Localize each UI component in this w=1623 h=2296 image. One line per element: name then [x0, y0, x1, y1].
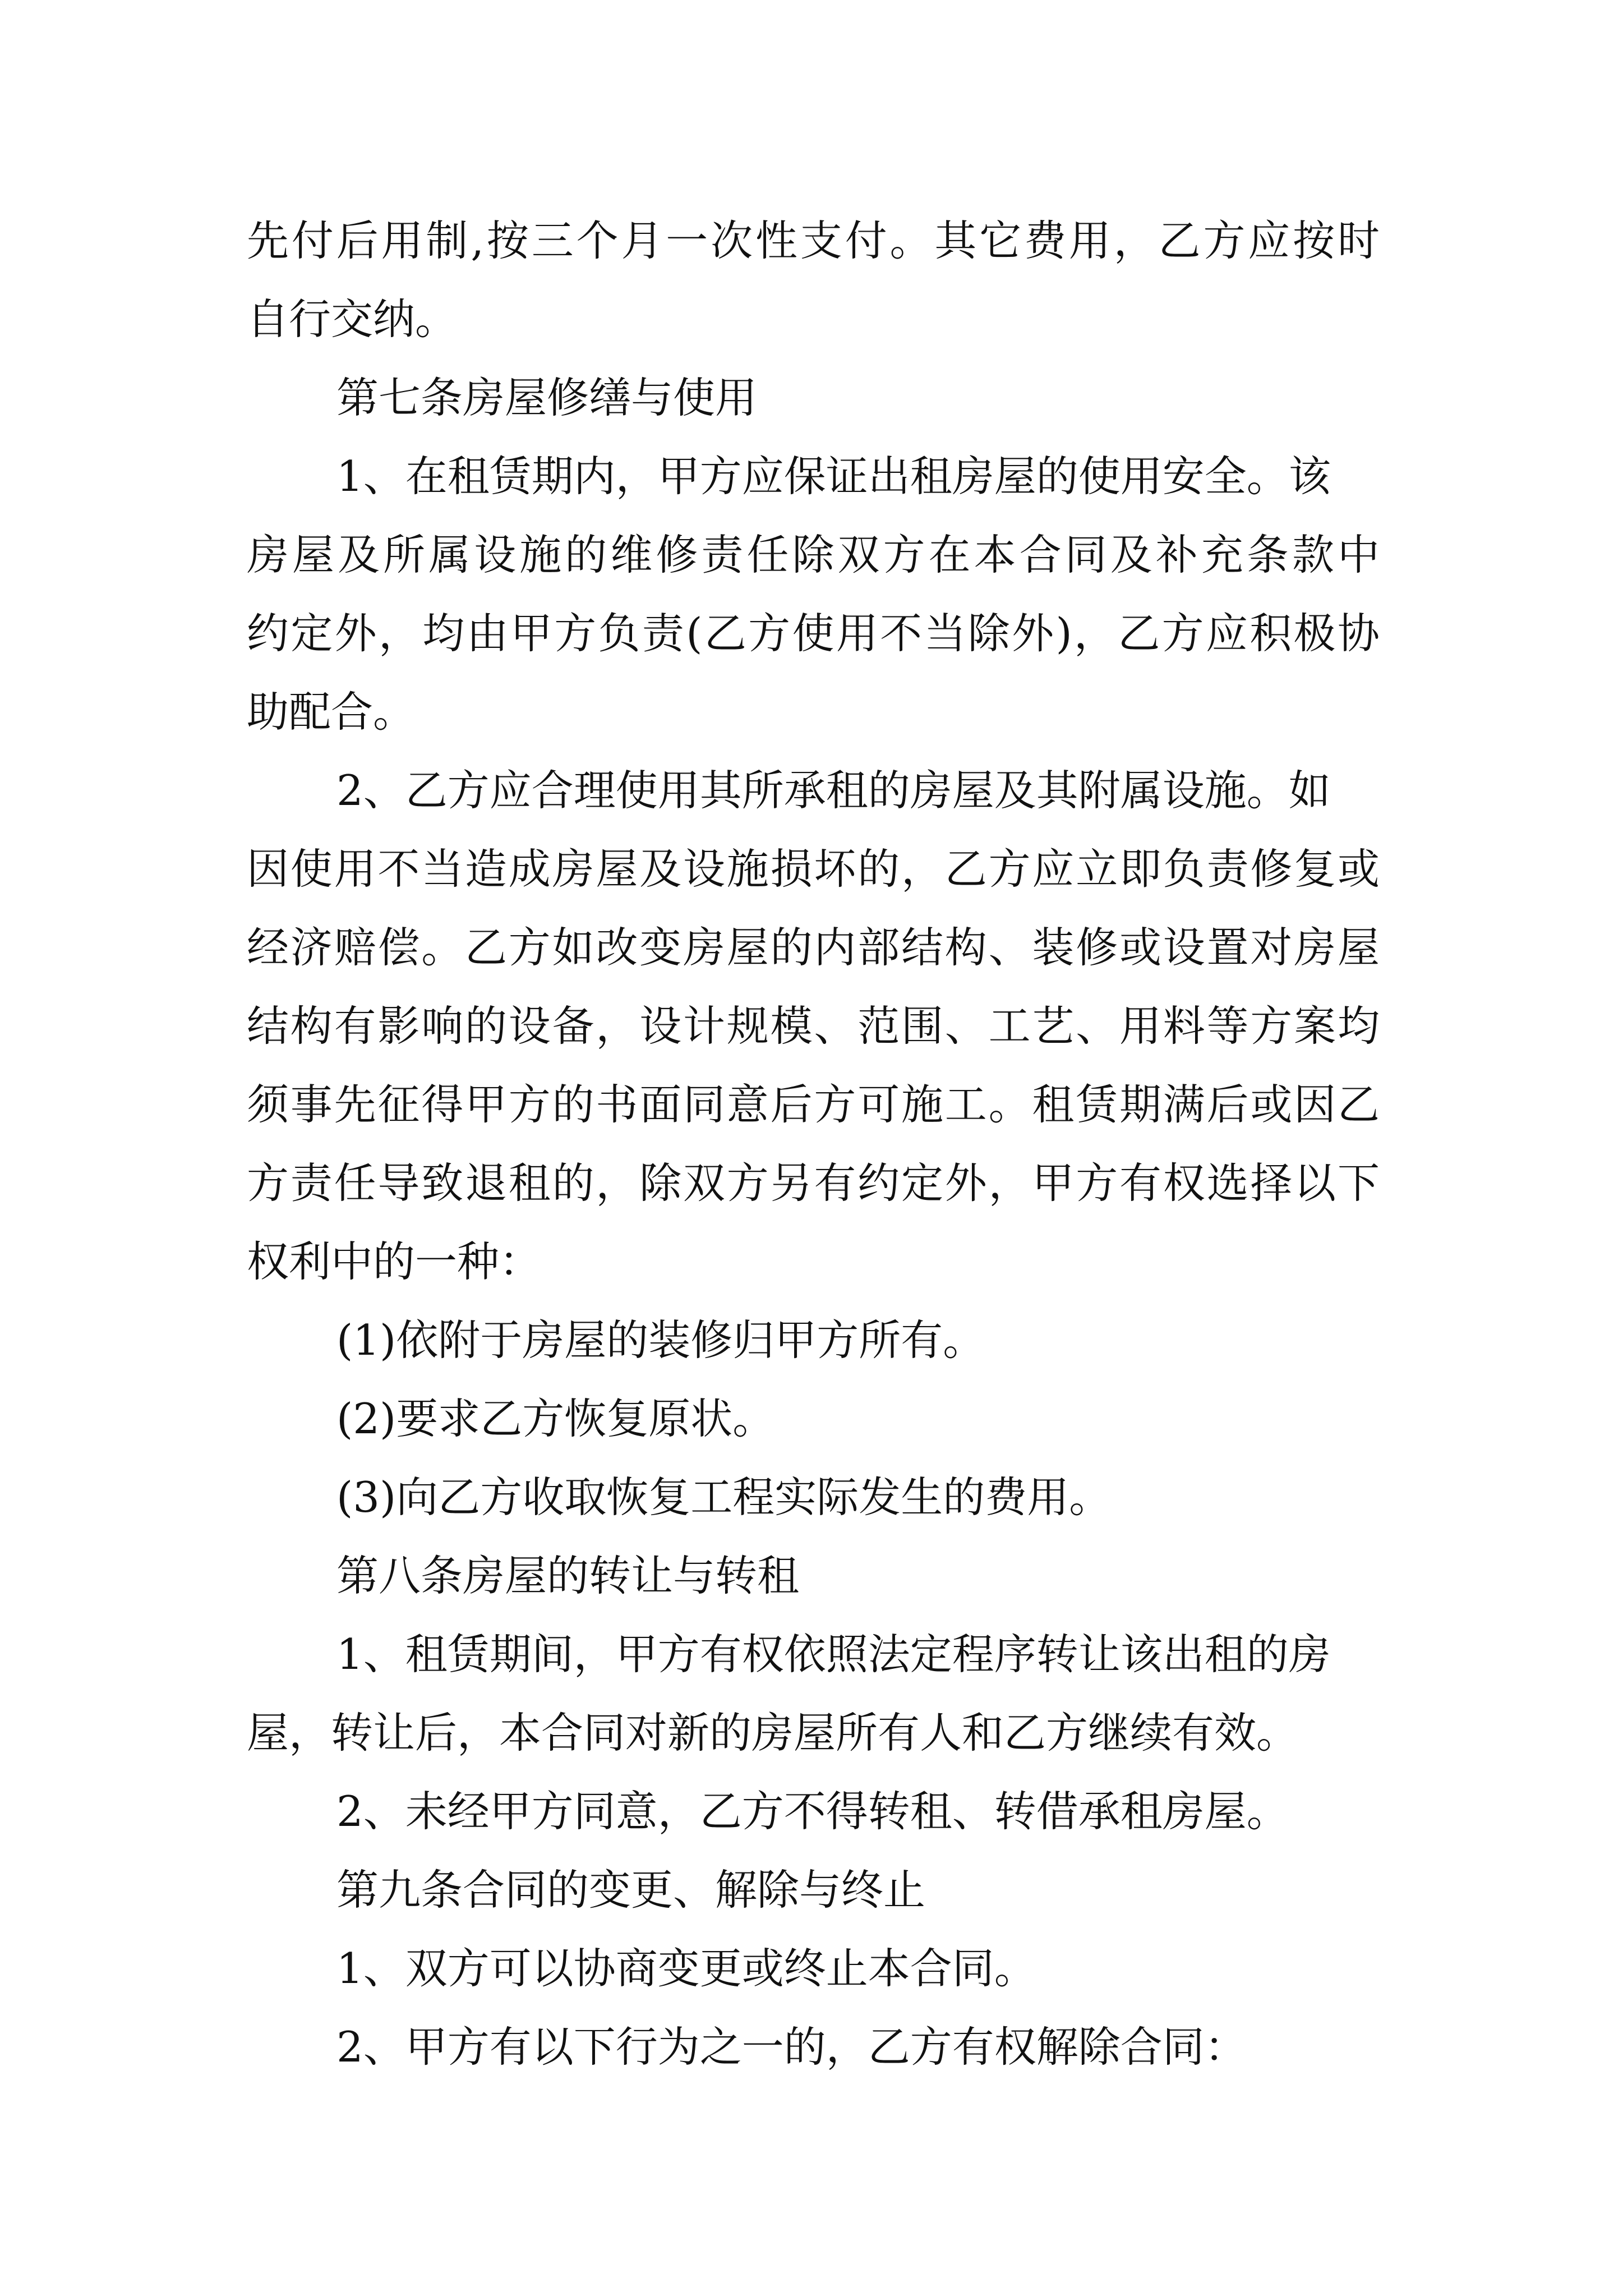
text-line: 2、甲方有以下行为之一的，乙方有权解除合同：: [336, 2022, 1247, 2072]
list-item: (2)要求乙方恢复原状。: [336, 1394, 775, 1443]
text-line: 因使用不当造成房屋及设施损坏的，乙方应立即负责修复或: [247, 844, 1380, 894]
text-line: 1、在租赁期内，甲方应保证出租房屋的使用安全。该: [336, 452, 1331, 501]
text-line: 方责任导致退租的，除双方另有约定外，甲方有权选择以下: [247, 1158, 1380, 1208]
text-line: 房屋及所属设施的维修责任除双方在本合同及补充条款中: [247, 530, 1380, 579]
section-heading: 第九条合同的变更、解除与终止: [336, 1865, 926, 1915]
text-line: 2、乙方应合理使用其所承租的房屋及其附属设施。如: [336, 766, 1331, 815]
text-line: 先付后用制,按三个月一次性支付。其它费用，乙方应按时: [247, 216, 1380, 265]
text-line: 自行交纳。: [247, 295, 458, 344]
text-line: 助配合。: [247, 687, 416, 737]
section-heading: 第八条房屋的转让与转租: [336, 1551, 800, 1600]
text-line: 1、租赁期间，甲方有权依照法定程序转让该出租的房: [336, 1630, 1331, 1679]
text-line: 结构有影响的设备，设计规模、范围、工艺、用料等方案均: [247, 1001, 1380, 1051]
text-line: 经济赔偿。乙方如改变房屋的内部结构、装修或设置对房屋: [247, 923, 1380, 972]
text-line: 须事先征得甲方的书面同意后方可施工。租赁期满后或因乙: [247, 1080, 1380, 1129]
text-line: 约定外，均由甲方负责(乙方使用不当除外)，乙方应积极协: [247, 609, 1380, 658]
list-item: (1)依附于房屋的装修归甲方所有。: [336, 1315, 985, 1365]
text-line: 1、双方可以协商变更或终止本合同。: [336, 1944, 1036, 1993]
text-line: 屋，转让后，本合同对新的房屋所有人和乙方继续有效。: [247, 1708, 1299, 1757]
text-line: 权利中的一种：: [247, 1237, 542, 1286]
list-item: (3)向乙方收取恢复工程实际发生的费用。: [336, 1473, 1112, 1522]
text-line: 2、未经甲方同意，乙方不得转租、转借承租房屋。: [336, 1787, 1289, 1836]
section-heading: 第七条房屋修缮与使用: [336, 373, 758, 422]
